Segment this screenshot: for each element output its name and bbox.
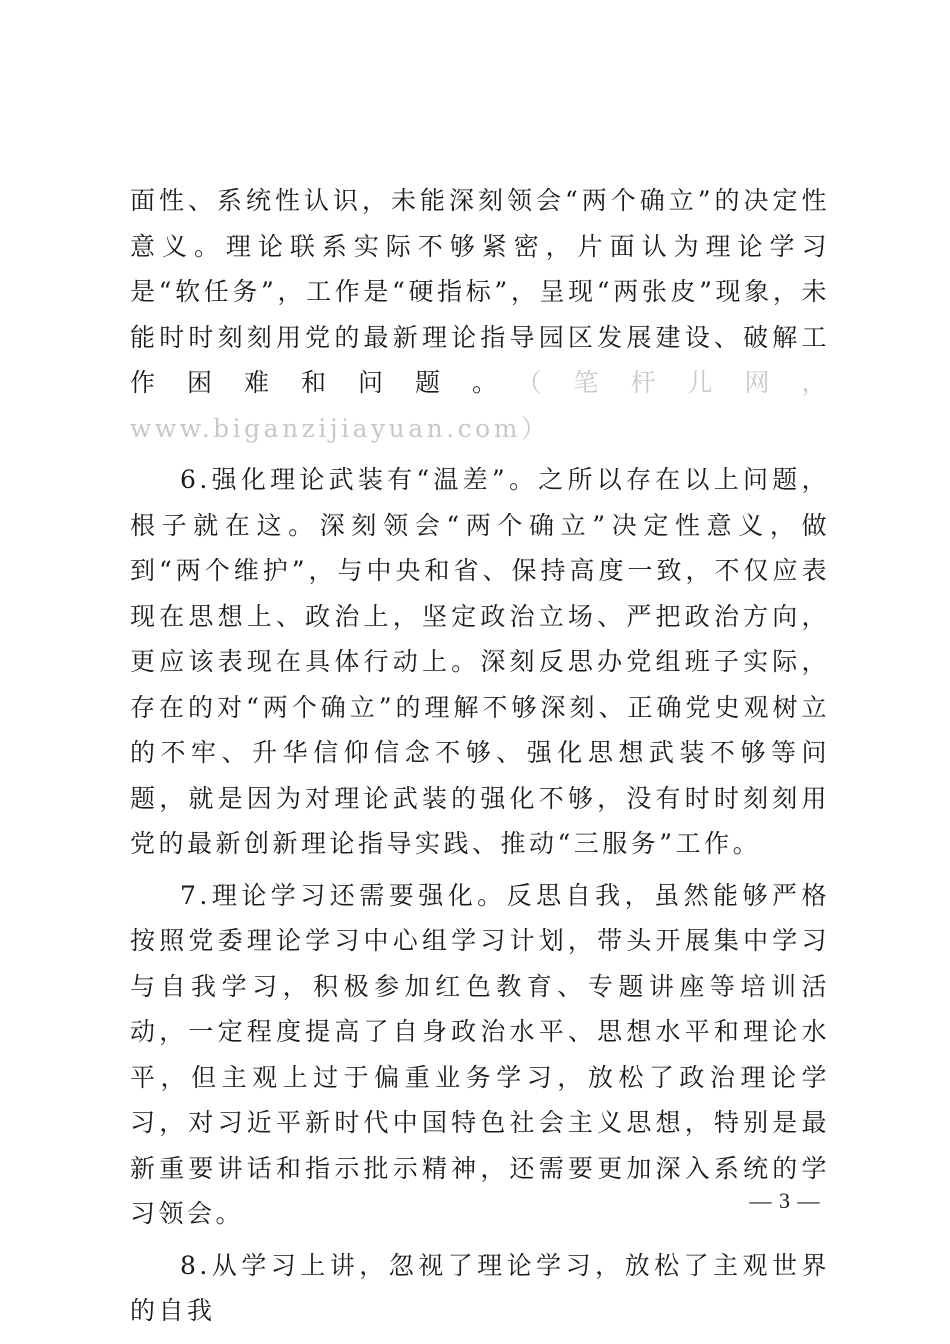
paragraph-7: 7.理论学习还需要强化。反思自我，虽然能够严格按照党委理论学习中心组学习计划，带头开展集中学习与自我学习，积极参加红色教育、专题讲座等培训活动，一定程度提高了自身政治水平、思想水平和理论水平，但主观上过于偏重业务学习，放松了政治理论学习，对习近平新时代中国特色社会主义思想，特别是最新重要讲话和指示批示精神，还需要更加深入系统的学习领会。 <box>130 880 830 1228</box>
paragraph-6: 6.强化理论武装有“温差”。之所以存在以上问题，根子就在这。深刻领会“两个确立”决定性意义，做到“两个维护”，与中央和省、保持高度一致，不仅应表现在思想上、政治上，坚定政治立场、严把政治方向，更应该表现在具体行动上。深刻反思办党组班子实际，存在的对“两个确立”的理解不够深刻、正确党史观树立的不牢、升华信仰信念不够、强化思想武装不够等问题，就是因为对理论武装的强化不够，没有时时刻刻用党的最新创新理论指导实践、推动“三服务”工作。 <box>130 465 830 858</box>
paragraph-8: 8.从学习上讲，忽视了理论学习，放松了主观世界的自我 <box>130 1250 830 1325</box>
paragraph-continuation <box>130 178 830 451</box>
page-number: — 3 — <box>749 1188 821 1213</box>
watermark-text: （笔杆儿网，www.biganzijiayuan.com） <box>130 368 830 443</box>
paragraph-text: 面性、系统性认识，未能深刻领会“两个确立”的决定性意义。理论联系实际不够紧密，片面认为理论学习是“软任务”，工作是“硬指标”，呈现“两张皮”现象，未能时时刻刻用党的最新理论指导园区发展建设、破解工作困难和问题。 <box>130 186 830 397</box>
document-body <box>130 178 830 1334</box>
